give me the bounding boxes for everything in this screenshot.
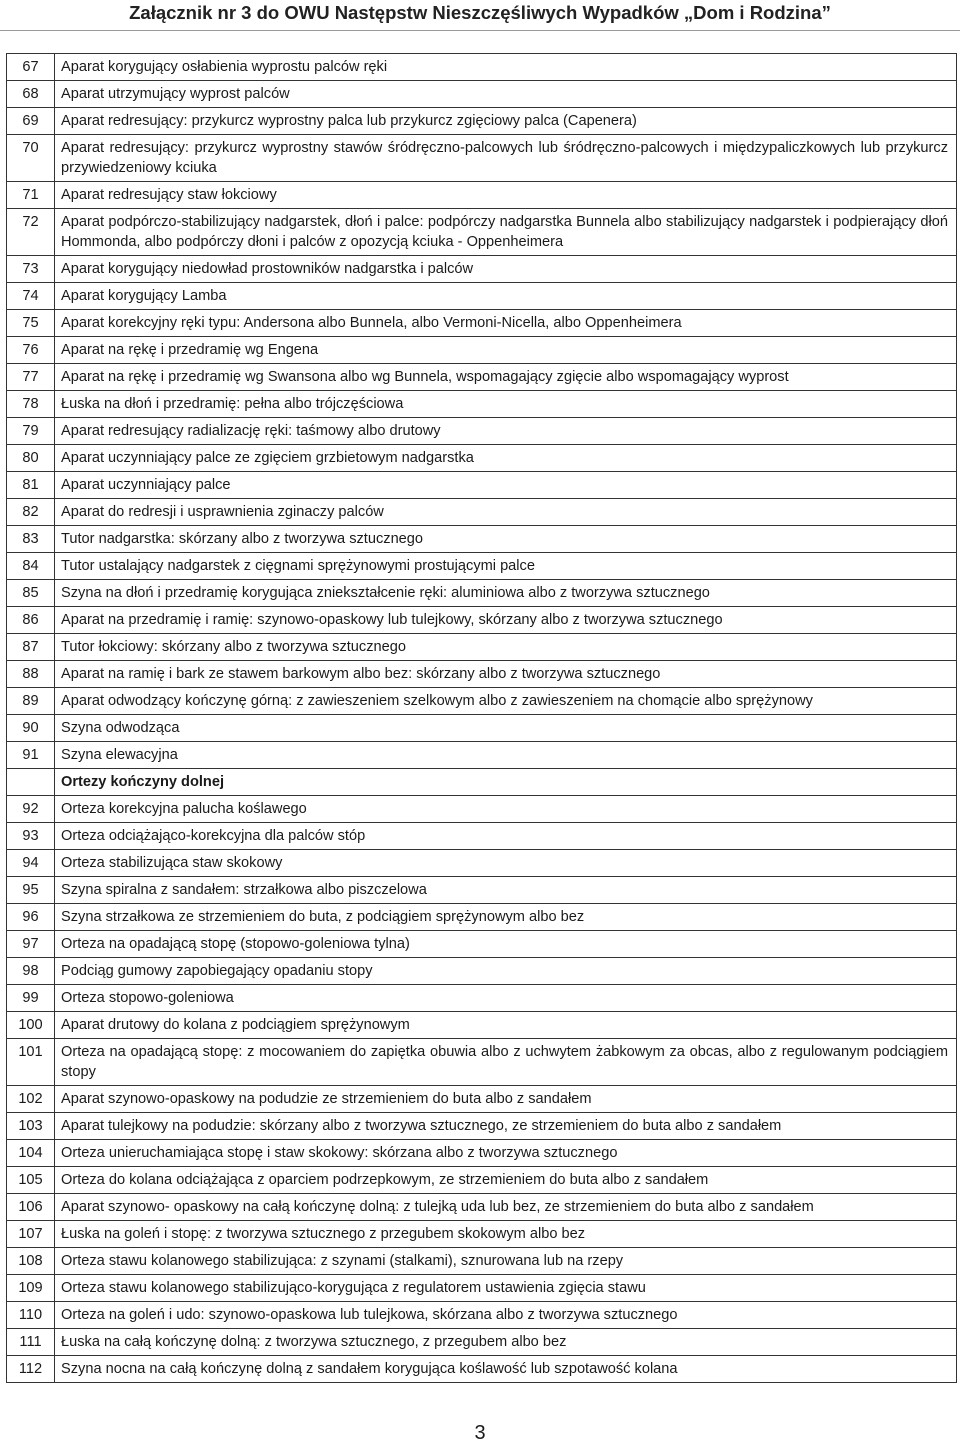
table-row [7,209,957,256]
table-row [7,958,957,985]
row-description: Aparat korygujący niedowład prostowników nadgarstka i palców [55,256,957,283]
row-description: Aparat uczynniający palce ze zgięciem grzbietowym nadgarstka [55,445,957,472]
row-number: 109 [7,1275,55,1302]
table-row [7,661,957,688]
row-number: 111 [7,1329,55,1356]
row-number: 76 [7,337,55,364]
section-title: Ortezy kończyny dolnej [55,769,957,796]
row-description: Aparat szynowo-opaskowy na podudzie ze strzemieniem do buta albo z sandałem [55,1086,957,1113]
table-row [7,418,957,445]
row-number: 88 [7,661,55,688]
row-number: 83 [7,526,55,553]
table-row [7,580,957,607]
row-number: 112 [7,1356,55,1383]
row-number: 78 [7,391,55,418]
row-number: 90 [7,715,55,742]
row-description: Aparat drutowy do kolana z podciągiem sprężynowym [55,1012,957,1039]
table-row [7,796,957,823]
section-header-row [7,769,957,796]
row-description: Łuska na goleń i stopę: z tworzywa sztucznego z przegubem skokowym albo bez [55,1221,957,1248]
row-number: 85 [7,580,55,607]
row-description: Tutor ustalający nadgarstek z cięgnami sprężynowymi prostującymi palce [55,553,957,580]
row-description: Szyna strzałkowa ze strzemieniem do buta, z podciągiem sprężynowym albo bez [55,904,957,931]
row-description: Aparat szynowo- opaskowy na całą kończynę dolną: z tulejką uda lub bez, ze strzemieniem do buta albo z sandałem [55,1194,957,1221]
row-number: 102 [7,1086,55,1113]
row-number: 87 [7,634,55,661]
row-number: 86 [7,607,55,634]
row-description: Orteza stabilizująca staw skokowy [55,850,957,877]
table-row [7,607,957,634]
row-number: 108 [7,1248,55,1275]
table-row [7,1167,957,1194]
row-description: Aparat redresujący staw łokciowy [55,182,957,209]
table-row [7,553,957,580]
row-number: 106 [7,1194,55,1221]
row-number: 68 [7,81,55,108]
row-number: 84 [7,553,55,580]
row-description: Aparat na ramię i bark ze stawem barkowym albo bez: skórzany albo z tworzywa sztucznego [55,661,957,688]
row-description: Aparat do redresji i usprawnienia zginaczy palców [55,499,957,526]
table-row [7,1194,957,1221]
header-divider [0,30,960,31]
orthoses-table [6,53,957,1383]
row-description: Szyna spiralna z sandałem: strzałkowa albo piszczelowa [55,877,957,904]
row-number: 67 [7,54,55,81]
row-number: 92 [7,796,55,823]
row-number: 72 [7,209,55,256]
row-number: 105 [7,1167,55,1194]
row-description: Aparat korygujący Lamba [55,283,957,310]
row-number: 69 [7,108,55,135]
row-description: Orteza korekcyjna palucha koślawego [55,796,957,823]
row-description: Aparat redresujący: przykurcz wyprostny palca lub przykurcz zgięciowy palca (Capenera) [55,108,957,135]
row-number: 110 [7,1302,55,1329]
row-number: 103 [7,1113,55,1140]
row-number: 81 [7,472,55,499]
row-number: 96 [7,904,55,931]
row-description: Orteza do kolana odciążająca z oparciem podrzepkowym, ze strzemieniem do buta albo z sandałem [55,1167,957,1194]
row-description: Aparat na przedramię i ramię: szynowo-opaskowy lub tulejkowy, skórzany albo z tworzywa sztucznego [55,607,957,634]
row-description: Aparat korekcyjny ręki typu: Andersona albo Bunnela, albo Vermoni-Nicella, albo Oppenheimera [55,310,957,337]
table-row [7,526,957,553]
table-row [7,1356,957,1383]
table-row [7,850,957,877]
row-number: 80 [7,445,55,472]
table-row [7,1248,957,1275]
row-number: 100 [7,1012,55,1039]
table-row [7,337,957,364]
row-description: Orteza na goleń i udo: szynowo-opaskowa lub tulejkowa, skórzana albo z tworzywa sztucznego [55,1302,957,1329]
row-description: Aparat tulejkowy na podudzie: skórzany albo z tworzywa sztucznego, ze strzemieniem do buta albo z sandałem [55,1113,957,1140]
table-row [7,472,957,499]
row-description: Szyna nocna na całą kończynę dolną z sandałem korygująca koślawość lub szpotawość kolana [55,1356,957,1383]
table-row [7,823,957,850]
row-number: 98 [7,958,55,985]
table-row [7,1275,957,1302]
row-description: Orteza unieruchamiająca stopę i staw skokowy: skórzana albo z tworzywa sztucznego [55,1140,957,1167]
table-row [7,108,957,135]
table-row [7,283,957,310]
table-row [7,1113,957,1140]
row-number: 95 [7,877,55,904]
table-row [7,445,957,472]
row-number: 79 [7,418,55,445]
row-description: Podciąg gumowy zapobiegający opadaniu stopy [55,958,957,985]
table-row [7,1329,957,1356]
row-description: Aparat na rękę i przedramię wg Swansona albo wg Bunnela, wspomagający zgięcie albo wspomagający wyprost [55,364,957,391]
row-number: 107 [7,1221,55,1248]
row-number: 94 [7,850,55,877]
table-row [7,931,957,958]
row-description: Orteza stawu kolanowego stabilizująca: z szynami (stalkami), sznurowana lub na rzepy [55,1248,957,1275]
row-number: 82 [7,499,55,526]
row-number: 77 [7,364,55,391]
row-number: 97 [7,931,55,958]
table-row [7,135,957,182]
row-number: 89 [7,688,55,715]
row-description: Tutor łokciowy: skórzany albo z tworzywa sztucznego [55,634,957,661]
row-description: Orteza stopowo-goleniowa [55,985,957,1012]
row-description: Łuska na całą kończynę dolną: z tworzywa sztucznego, z przegubem albo bez [55,1329,957,1356]
row-description: Orteza stawu kolanowego stabilizująco-korygująca z regulatorem ustawienia zgięcia stawu [55,1275,957,1302]
row-description: Aparat redresujący radializację ręki: taśmowy albo drutowy [55,418,957,445]
table-row [7,985,957,1012]
table-row [7,391,957,418]
row-description: Szyna odwodząca [55,715,957,742]
row-number: 101 [7,1039,55,1086]
row-number: 70 [7,135,55,182]
row-number: 75 [7,310,55,337]
table-row [7,364,957,391]
page-number: 3 [474,1422,486,1444]
table-row [7,1140,957,1167]
row-description: Aparat odwodzący kończynę górną: z zawieszeniem szelkowym albo z zawieszeniem na chomącie albo sprężynowy [55,688,957,715]
row-description: Orteza odciążająco-korekcyjna dla palców stóp [55,823,957,850]
row-description: Orteza na opadającą stopę: z mocowaniem do zapiętka obuwia albo z uchwytem żabkowym za obcas, albo z regulowanym podciągiem stopy [55,1039,957,1086]
orthoses-table-body [7,54,957,1383]
table-row [7,634,957,661]
page-header-title: Załącznik nr 3 do OWU Następstw Nieszczęśliwych Wypadków „Dom i Rodzina” [129,2,831,23]
table-row [7,715,957,742]
row-number: 104 [7,1140,55,1167]
table-row [7,499,957,526]
table-row [7,1012,957,1039]
row-description: Łuska na dłoń i przedramię: pełna albo trójczęściowa [55,391,957,418]
table-row [7,81,957,108]
row-description: Aparat utrzymujący wyprost palców [55,81,957,108]
row-number: 93 [7,823,55,850]
table-row [7,310,957,337]
row-description: Aparat redresujący: przykurcz wyprostny stawów śródręczno-palcowych lub śródręczno-palcowych i międzypaliczkowych lub przykurcz przywiedzeniowy kciuka [55,135,957,182]
table-row [7,182,957,209]
row-number: 71 [7,182,55,209]
row-description: Aparat na rękę i przedramię wg Engena [55,337,957,364]
table-row [7,742,957,769]
row-description: Szyna elewacyjna [55,742,957,769]
row-description: Aparat korygujący osłabienia wyprostu palców ręki [55,54,957,81]
row-number: 91 [7,742,55,769]
row-number [7,769,55,796]
row-description: Orteza na opadającą stopę (stopowo-goleniowa tylna) [55,931,957,958]
row-number: 99 [7,985,55,1012]
table-row [7,904,957,931]
row-number: 74 [7,283,55,310]
table-row [7,1039,957,1086]
row-number: 73 [7,256,55,283]
table-row [7,1302,957,1329]
row-description: Aparat podpórczo-stabilizujący nadgarstek, dłoń i palce: podpórczy nadgarstka Bunnela albo stabilizujący nadgarstek i podpierający dłoń Hommonda, albo podpórczy dłoni i palców z opozycją kciuka - Oppenheimera [55,209,957,256]
table-row [7,877,957,904]
row-description: Aparat uczynniający palce [55,472,957,499]
table-row [7,1221,957,1248]
table-row [7,54,957,81]
table-row [7,256,957,283]
table-row [7,1086,957,1113]
table-row [7,688,957,715]
row-description: Szyna na dłoń i przedramię korygująca zniekształcenie ręki: aluminiowa albo z tworzywa sztucznego [55,580,957,607]
row-description: Tutor nadgarstka: skórzany albo z tworzywa sztucznego [55,526,957,553]
